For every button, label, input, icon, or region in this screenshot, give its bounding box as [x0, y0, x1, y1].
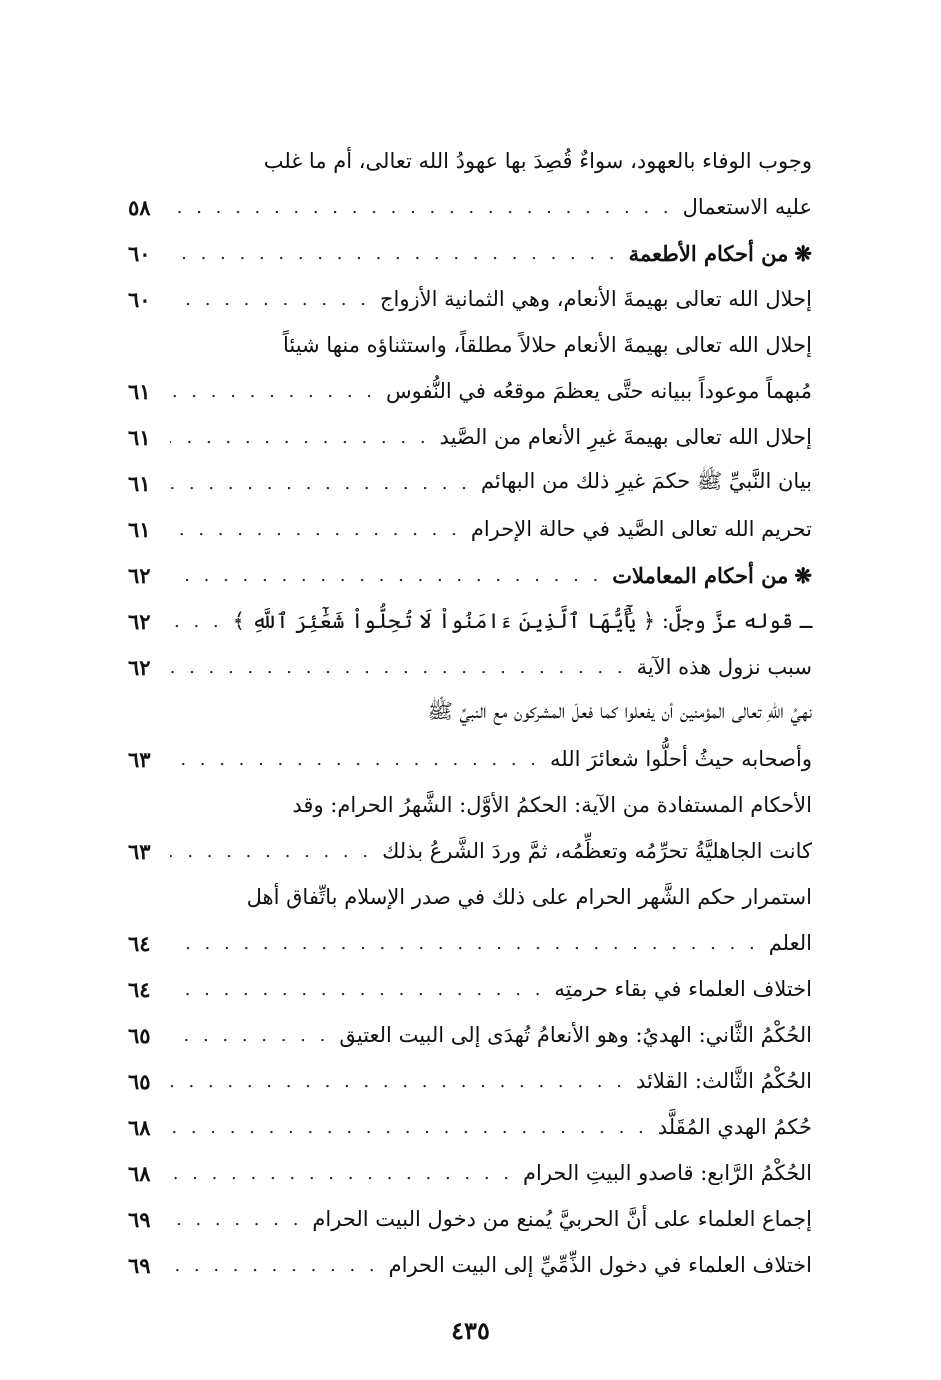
- toc-entry-text: اختلاف العلماء في بقاء حرمتِه: [554, 977, 812, 1001]
- toc-entry-text: إحلال الله تعالى بهيمةَ الأنعام، وهي الثمانية الأزواج: [379, 287, 812, 311]
- dot-leader: [170, 197, 673, 218]
- toc-entry-text: ـ قوله عزَّ وجلَّ: ﴿ يَٰٓأَيُّهَا ٱلَّذِينَ ءَامَنُواْ لَا تُحِلُّواْ شَعَٰٓئِرَ ٱللَّهِ ﴾: [232, 609, 812, 633]
- toc-entry-text: بيان النَّبيِّ ﷺ حكمَ غيرِ ذلك من البهائم: [480, 468, 812, 493]
- toc-entry-text: وجوب الوفاء بالعهود، سواءٌ قُصِدَ بها عهودُ الله تعالى، أم ما غلب: [263, 149, 812, 173]
- toc-entry: [128, 506, 812, 552]
- toc-page-number: ٦٤: [128, 930, 151, 956]
- toc-entry-text: إحلال الله تعالى بهيمةَ غيرِ الأنعام من الصَّيد: [439, 425, 812, 449]
- toc-entry: [128, 414, 812, 460]
- toc-entry-text: الحُكْمُ الرَّابع: قاصدو البيتِ الحرام: [523, 1161, 812, 1185]
- toc-page-number: ٦٠: [128, 240, 151, 266]
- toc-section-heading: [128, 230, 812, 276]
- page-number: ٤٣٥: [451, 1316, 490, 1345]
- toc-entry-text: مُبهماً موعوداً ببيانه حتَّى يعظمَ موقعُه في النُّفوس: [386, 379, 812, 403]
- toc-entry: [128, 966, 812, 1012]
- toc-entry: [128, 1058, 812, 1104]
- table-of-contents: [128, 138, 812, 1288]
- dot-leader: [170, 1163, 513, 1184]
- toc-entry-text: إحلال الله تعالى بهيمةَ الأنعام حلالاً مطلقاً، واستثناؤه منها شيئاً: [282, 333, 812, 357]
- toc-page-number: ٦٩: [128, 1206, 151, 1232]
- toc-entry-text: إجماع العلماء على أنَّ الحربيَّ يُمنع من دخول البيت الحرام: [312, 1207, 812, 1231]
- toc-page-number: ٦٢: [128, 608, 151, 634]
- toc-page-number: ٦٢: [128, 562, 151, 588]
- toc-entry: [128, 138, 812, 184]
- toc-entry-text: كانت الجاهليَّةُ تحرِّمُه وتعظِّمُه، ثمَّ وردَ الشَّرعُ بذلك: [382, 839, 812, 863]
- dot-leader: [170, 1071, 626, 1092]
- dot-leader: [170, 427, 430, 448]
- section-marker-icon: ❋: [794, 240, 812, 266]
- toc-section-heading: [128, 552, 812, 598]
- toc-page-number: ٥٨: [128, 194, 151, 220]
- toc-entry: [128, 1012, 812, 1058]
- toc-entry: [128, 1242, 812, 1288]
- dot-leader: [170, 1025, 329, 1046]
- toc-entry: [128, 1196, 812, 1242]
- toc-page-number: ٦١: [128, 378, 151, 404]
- dot-leader: [170, 1209, 302, 1230]
- toc-entry: [128, 782, 812, 828]
- toc-entry: [128, 644, 812, 690]
- toc-page-number: ٦١: [128, 470, 151, 496]
- dot-leader: [170, 1255, 379, 1276]
- toc-entry: [128, 1104, 812, 1150]
- toc-entry-text: الحُكْمُ الثَّالث: القلائد: [635, 1069, 812, 1093]
- dot-leader: [170, 519, 461, 540]
- toc-entry-text: العلم: [768, 931, 812, 955]
- toc-entry-text: استمرار حكم الشَّهر الحرام على ذلك في صدر الإسلام باتِّفاق أهل: [246, 885, 812, 909]
- toc-page-number: ٦٥: [128, 1022, 151, 1048]
- toc-entry: [128, 736, 812, 782]
- dot-leader: [170, 611, 223, 632]
- toc-entry: [128, 1150, 812, 1196]
- toc-entry: [128, 920, 812, 966]
- toc-page-number: ٦٤: [128, 976, 151, 1002]
- toc-entry: [128, 598, 812, 644]
- toc-entry-text: الأحكام المستفادة من الآية: الحكمُ الأوَّل: الشَّهرُ الحرام: وقد: [292, 793, 812, 817]
- section-marker-icon: ❋: [794, 562, 812, 588]
- toc-page-number: ٦٨: [128, 1160, 151, 1186]
- toc-page-number: ٦٠: [128, 286, 151, 312]
- toc-entry: [128, 690, 812, 736]
- toc-entry-text: من أحكام الأطعمة: [628, 240, 789, 266]
- dot-leader: [170, 979, 544, 1000]
- dot-leader: [170, 841, 372, 862]
- toc-page-number: ٦٥: [128, 1068, 151, 1094]
- toc-entry-text: الحُكْمُ الثَّاني: الهديُ: وهو الأنعامُ تُهدَى إلى البيت العتيق: [339, 1023, 812, 1047]
- toc-entry: [128, 276, 812, 322]
- toc-entry: [128, 828, 812, 874]
- dot-leader: [170, 565, 602, 586]
- dot-leader: [170, 381, 376, 402]
- dot-leader: [170, 1117, 648, 1138]
- dot-leader: [170, 243, 619, 264]
- toc-page-number: ٦١: [128, 516, 151, 542]
- toc-entry: [128, 322, 812, 368]
- toc-page-number: ٦١: [128, 424, 151, 450]
- toc-entry-text: سبب نزول هذه الآية: [636, 655, 812, 679]
- toc-entry-text: تحريم الله تعالى الصَّيد في حالة الإحرام: [470, 517, 812, 541]
- toc-entry-text: عليه الاستعمال: [682, 195, 812, 219]
- toc-entry: [128, 460, 812, 506]
- toc-page-number: ٦٢: [128, 654, 151, 680]
- dot-leader: [170, 749, 540, 770]
- dot-leader: [170, 289, 370, 310]
- toc-entry-text: من أحكام المعاملات: [612, 562, 789, 588]
- toc-page-number: ٦٣: [128, 746, 151, 772]
- toc-page-number: ٦٣: [128, 838, 151, 864]
- toc-entry-text: نهيُ اللهِ تعالى المؤمنين أن يفعلوا كما فعلَ المشركون مع النبيِّ ﷺ: [427, 698, 812, 723]
- toc-entry: [128, 184, 812, 230]
- toc-entry: [128, 874, 812, 920]
- toc-entry-text: وأصحابه حيثُ أحلُّوا شعائرَ الله: [550, 747, 812, 771]
- toc-page-number: ٦٨: [128, 1114, 151, 1140]
- dot-leader: [170, 933, 759, 954]
- toc-page-number: ٦٩: [128, 1252, 151, 1278]
- toc-entry: [128, 368, 812, 414]
- toc-entry-text: حُكمُ الهدي المُقَلَّد: [657, 1115, 812, 1139]
- dot-leader: [170, 657, 627, 678]
- dot-leader: [170, 473, 471, 494]
- toc-entry-text: اختلاف العلماء في دخول الذِّمِّيِّ إلى البيت الحرام: [388, 1253, 812, 1277]
